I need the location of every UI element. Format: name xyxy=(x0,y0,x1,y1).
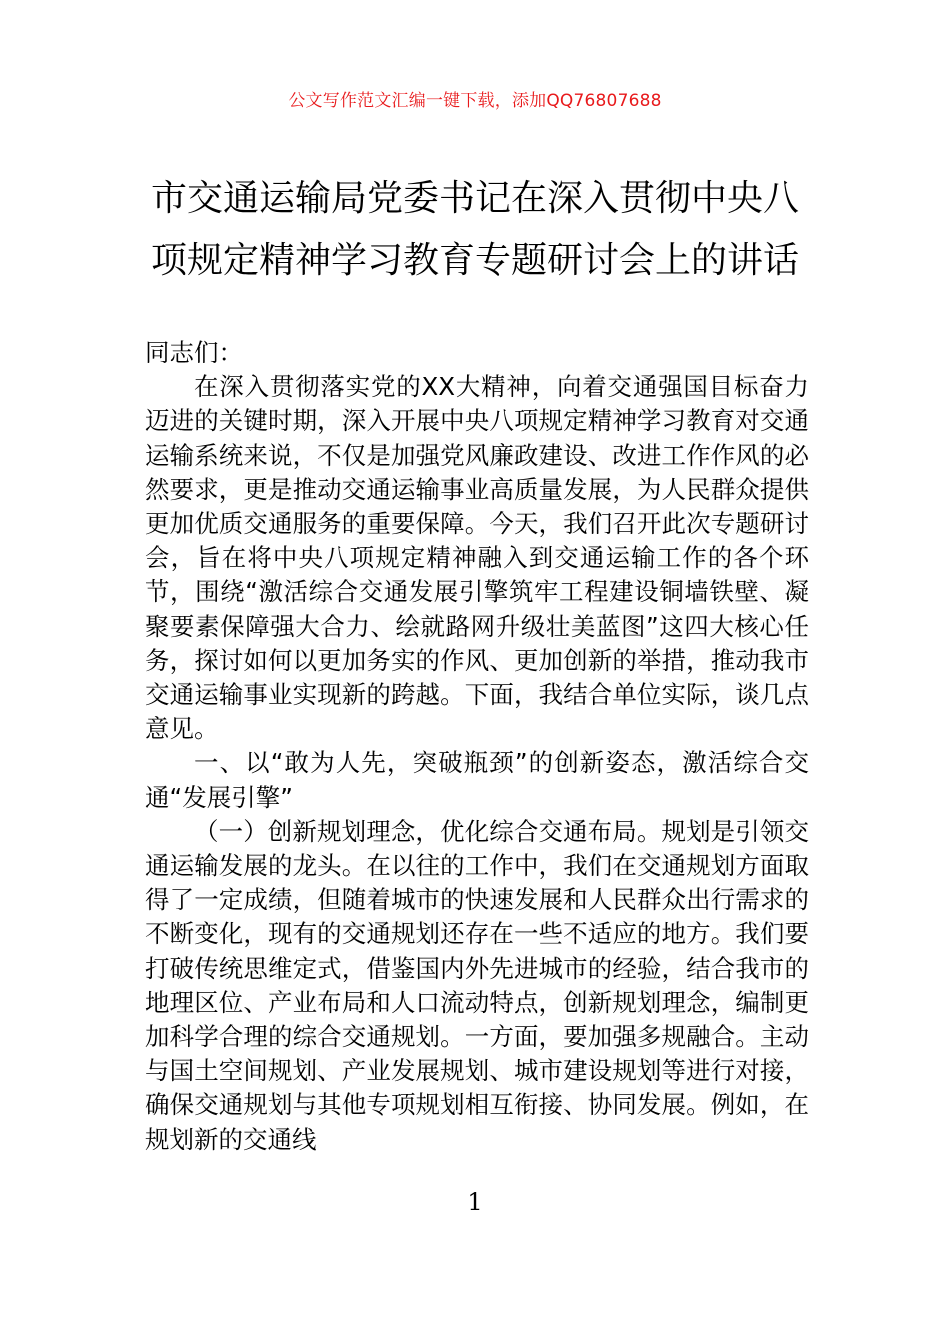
download-notice: 公文写作范文汇编一键下载，添加QQ76807688 xyxy=(288,91,662,111)
document-title xyxy=(100,168,850,292)
paragraph-intro: 在深入贯彻落实党的XX大精神，向着交通强国目标奋力迈进的关键时期，深入开展中央八项规定精神学习教育对交通运输系统来说，不仅是加强党风廉政建设、改进工作作风的必然要求，更是推动交通运输事业高质量发展，为人民群众提供更加优质交通服务的重要保障。今天，我们召开此次专题研讨会，旨在将中央八项规定精神融入到交通运输工作的各个环节，围绕“激活综合交通发展引擎筑牢工程建设铜墙铁壁、凝聚要素保障强大合力、绘就路网升级壮美蓝图”这四大核心任务，探讨如何以更加务实的作风、更加创新的举措，推动我市交通运输事业实现新的跨越。下面，我结合单位实际，谈几点意见。 xyxy=(145,372,809,744)
paragraph-subsection-1: （一）创新规划理念，优化综合交通布局。规划是引领交通运输发展的龙头。在以往的工作中，我们在交通规划方面取得了一定成绩，但随着城市的快速发展和人民群众出行需求的不断变化，现有的交通规划还存在一些不适应的地方。我们要打破传统思维定式，借鉴国内外先进城市的经验，结合我市的地理区位、产业布局和人口流动特点，创新规划理念，编制更加科学合理的综合交通规划。一方面，要加强多规融合。主动与国土空间规划、产业发展规划、城市建设规划等进行对接，确保交通规划与其他专项规划相互衔接、协同发展。例如，在规划新的交通线 xyxy=(145,816,809,1154)
section-heading-1: 一、以“敢为人先，突破瓶颈”的创新姿态，激活综合交通“发展引擎” xyxy=(145,748,809,812)
page-number: 1 xyxy=(467,1188,483,1216)
document-body xyxy=(145,336,809,1157)
salutation: 同志们： xyxy=(145,338,243,367)
title-line-2: 项规定精神学习教育专题研讨会上的讲话 xyxy=(150,240,799,281)
title-line-1: 市交通运输局党委书记在深入贯彻中央八 xyxy=(150,178,799,219)
